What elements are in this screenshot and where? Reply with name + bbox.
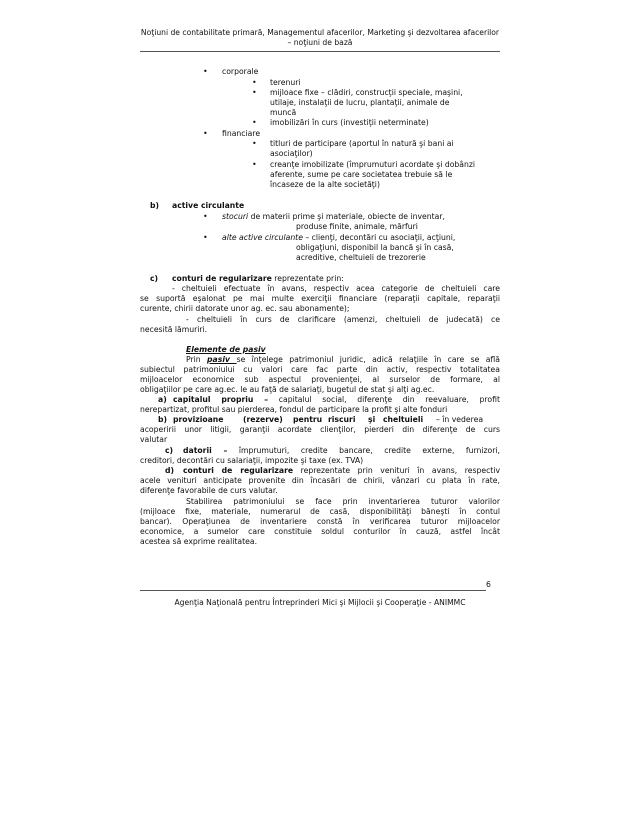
paragraph-line: diferenţe favorabile de curs valutar. (140, 486, 278, 495)
item-label-a: a) (158, 395, 167, 404)
alte-rest: – clienţi, decontări cu asociaţii, acţiuni, (302, 233, 456, 242)
list-item-alte-cont: acreditive, cheltuieli de trezorerie (296, 253, 426, 262)
bullet: • (252, 78, 257, 87)
list-item-alte-active (222, 233, 455, 243)
list-item-alte-cont: obligaţiuni, disponibil la bancă şi în casă, (296, 243, 454, 252)
intro-a: Prin (186, 355, 208, 364)
paragraph-line (183, 446, 500, 456)
paragraph-line: (mijloace fixe, materiale, numerarul de casă, disponibilităţi băneşti în contul (140, 507, 500, 516)
item-label-b: b) (158, 415, 168, 424)
list-item-financiare: financiare (222, 129, 261, 138)
bullet: • (203, 233, 208, 242)
provizioane-word: (rezerve) (243, 415, 283, 424)
list-item-creante-cont: aferente, sume pe care societatea trebuie să le (270, 170, 453, 179)
provizioane-word: cheltuieli (383, 415, 424, 424)
list-item-stocuri (222, 212, 445, 222)
bullet: • (252, 88, 257, 97)
section-label-b: b) (150, 201, 160, 210)
paragraph-line (173, 395, 500, 405)
bullet: • (203, 129, 208, 138)
paragraph-line: - cheltuieli efectuate în avans, respectiv acea categorie de cheltuieli care (172, 284, 500, 293)
conturi-title-rest: reprezentate prin: (271, 274, 344, 283)
page-footer: Agenţia Naţională pentru Întreprinderi Mici şi Mijlocii şi Cooperaţie - ANIMMC (174, 598, 466, 607)
paragraph-line: Stabilirea patrimoniului se face prin inventarierea tuturor valorilor (186, 497, 500, 506)
section-title-active-circulante: active circulante (172, 201, 245, 210)
stocuri-lead: stocuri (222, 212, 249, 221)
provizioane-word: riscuri (328, 415, 356, 424)
paragraph-line: economice, a sumelor care constituie soldul conturilor în cauză, astfel încât (140, 527, 500, 536)
paragraph-line: necesită lămuriri. (140, 325, 208, 334)
bullet: • (252, 139, 257, 148)
paragraph-line: acele venituri anticipate provenite din încasări de chirii, vânzari cu plata în rate, (140, 476, 500, 485)
list-item-titluri: titluri de participare (aportul în natură şi bani ai (270, 139, 454, 148)
datorii-title: datorii – (183, 446, 228, 455)
list-item-mijloace-fixe-cont: muncă (270, 108, 297, 117)
conturi-title: conturi de regularizare (172, 274, 272, 283)
list-item-imobilizari: imobilizări în curs (investiţii neterminate) (270, 118, 429, 127)
provizioane-word: provizioane (173, 415, 224, 424)
paragraph-line (183, 466, 500, 476)
paragraph-line: nerepartizat, profitul sau pierderea, fondul de participare la profit şi alte fonduri (140, 405, 448, 414)
paragraph-line: acoperirii unor litigii, garanţii acordate clienţilor, pierderi din diferenţe de curs (140, 425, 500, 434)
item-label-c: c) (165, 446, 174, 455)
provizioane-rest: – în vederea (436, 415, 484, 424)
list-item-creante: creanţe imobilizate (împrumuturi acordate şi dobânzi (270, 160, 476, 169)
section-label-c: c) (150, 274, 159, 283)
paragraph-line: - cheltuieli în curs de clarificare (amenzi, cheltuieli de judecată) ce (186, 315, 500, 324)
paragraph-line: mijloacelor economice sub aspectul provenienţei, al surselor de formare, al (140, 375, 500, 384)
list-item-corporale: corporale (222, 67, 259, 76)
provizioane-word: pentru (293, 415, 323, 424)
regularizare-title: conturi de regularizare (183, 466, 294, 475)
list-item-titluri-cont: asociaţilor) (270, 149, 313, 158)
paragraph-line: subiectul patrimoniului cu valori care fac parte din activ, respectiv totalitatea (140, 365, 500, 374)
paragraph-line: obligaţiilor pe care ag.ec. le au faţă de salariaţi, bugetul de stat şi alţi ag.ec. (140, 385, 435, 394)
paragraph-line (186, 355, 500, 365)
list-item-mijloace-fixe-cont: utilaje, instalaţii de lucru, plantaţii, animale de (270, 98, 450, 107)
footer-rule (140, 590, 486, 591)
intro-c: se înţelege patrimoniul juridic, adică relaţiile în care se află (236, 355, 500, 364)
page-header (140, 28, 500, 48)
paragraph-line: acestea să exprime realitatea. (140, 537, 258, 546)
bullet: • (203, 67, 208, 76)
list-item-mijloace-fixe: mijloace fixe – clădiri, construcţii speciale, maşini, (270, 88, 463, 97)
paragraph-line: se suportă eşalonat pe mai multe exerciţii financiare (reparaţii capitale, reparaţii (140, 294, 500, 303)
datorii-rest: împrumuturi, credite bancare, credite externe, furnizori, (227, 446, 500, 455)
paragraph-line: valutar (140, 435, 168, 444)
regularizare-rest: reprezentate prin venituri în avans, respectiv (293, 466, 500, 475)
stocuri-rest: de materii prime şi materiale, obiecte de inventar, (248, 212, 445, 221)
section-title-conturi-regularizare (172, 274, 344, 284)
paragraph-line: bancar). Operaţiunea de inventariere constă în verificarea tuturor mijloacelor (140, 517, 500, 526)
header-rule (140, 51, 500, 52)
provizioane-word: şi (368, 415, 376, 424)
paragraph-line: curente, chirii datorate unor ag. ec. sau abonamente); (140, 304, 350, 313)
section-heading-pasiv: Elemente de pasiv (186, 345, 266, 354)
alte-lead: alte active circulante (222, 233, 303, 242)
pasiv-term: pasiv (207, 355, 237, 364)
paragraph-line: creditori, decontări cu salariaţii, impozite şi taxe (ex. TVA) (140, 456, 364, 465)
capital-propriu-rest: capitalul social, diferenţe din reevaluare, profit (268, 395, 500, 404)
capital-propriu-title: capitalul propriu – (173, 395, 269, 404)
header-line-2: – noţiuni de bază (287, 38, 353, 47)
page-number: 6 (486, 580, 491, 589)
bullet: • (252, 160, 257, 169)
list-item-terenuri: terenuri (270, 78, 301, 87)
bullet: • (252, 118, 257, 127)
list-item-creante-cont: încaseze de la alte societăţi) (270, 180, 380, 189)
header-line-1: Noţiuni de contabilitate primară, Managementul afacerilor, Marketing şi dezvoltarea afacerilor (140, 28, 500, 37)
bullet: • (203, 212, 208, 221)
list-item-stocuri-cont: produse finite, animale, mărfuri (296, 222, 418, 231)
item-label-d: d) (165, 466, 175, 475)
